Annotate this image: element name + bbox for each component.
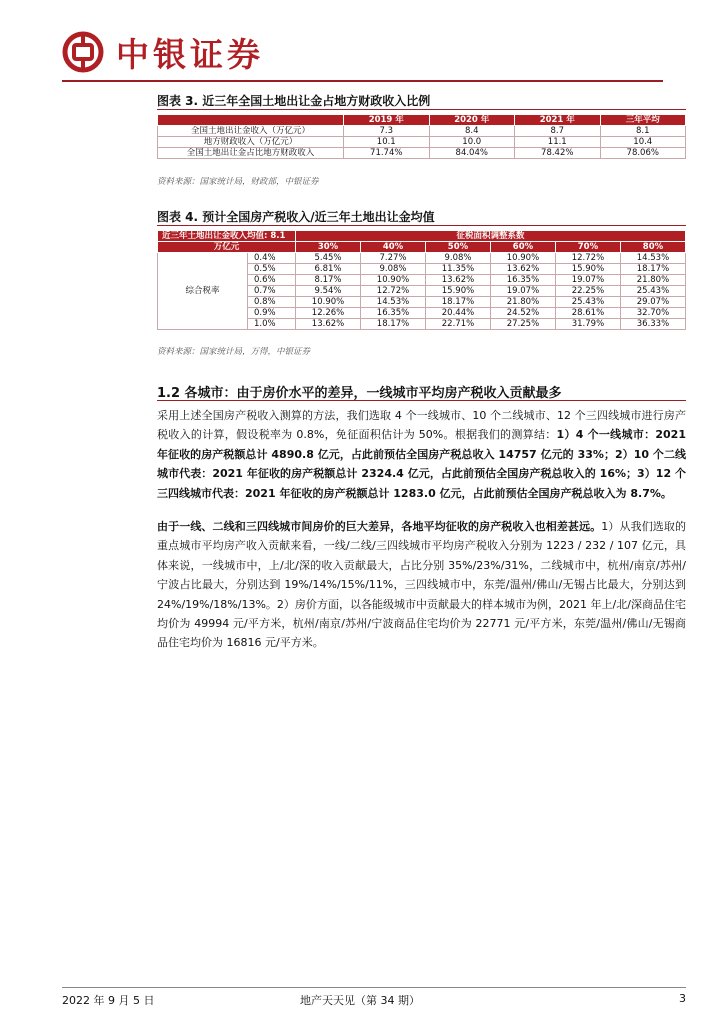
fig4-header-row-2 bbox=[158, 242, 686, 253]
footer-title: 地产天天见（第 34 期） bbox=[300, 994, 420, 1007]
table-cell: 8.1 bbox=[600, 126, 686, 137]
table-row bbox=[158, 137, 686, 148]
section-heading-rule bbox=[157, 400, 686, 401]
table-cell: 10.4 bbox=[600, 137, 686, 148]
fig3-source: 资料来源：国家统计局，财政部，中银证券 bbox=[157, 177, 319, 187]
paragraph-2-body: 1）从我们选取的重点城市平均房产收入贡献来看，一线/二线/三四线城市平均房产税收入分别为 1223 / 232 / 107 亿元，具体来说，一线城市中，上/北/深的收入贡献最大，占比分别 35%/23%/31%，二线城市中，杭州/南京/苏州/宁波占比最大，分别达到 19%/14%/15%/11%，三四线城市中，东莞/温州/佛山/无锡占比最大，分别达到 24%/19%/18%/13%。2）房价方面，以各能级城市中贡献最大的样本城市为例，2021 年上/北/深商品住宅均价为 49994 元/平方米，杭州/南京/苏州/宁波商品住宅均价为 22771 元/平方米，东莞/温州/佛山/无锡商品住宅均价为 16816 元/平方米。 bbox=[157, 520, 687, 650]
fig4-corner-unit: 万亿元 bbox=[158, 242, 296, 253]
table-cell: 10.90% bbox=[490, 253, 555, 264]
footer-divider bbox=[62, 987, 686, 988]
fig3-col-header: 2019 年 bbox=[344, 115, 430, 126]
table-cell: 19.07% bbox=[490, 286, 555, 297]
rate-label: 0.9% bbox=[248, 308, 296, 319]
table-cell: 19.07% bbox=[555, 275, 620, 286]
fig4-col-header: 50% bbox=[425, 242, 490, 253]
table-cell: 16.35% bbox=[490, 275, 555, 286]
fig4-col-header: 30% bbox=[296, 242, 361, 253]
paragraph-1 bbox=[157, 406, 686, 503]
table-cell: 24.52% bbox=[490, 308, 555, 319]
table-cell: 18.17% bbox=[361, 319, 426, 330]
rate-label: 0.8% bbox=[248, 297, 296, 308]
table-cell: 21.80% bbox=[620, 275, 685, 286]
table-cell: 78.06% bbox=[600, 148, 686, 159]
table-row bbox=[158, 148, 686, 159]
table-cell: 22.71% bbox=[425, 319, 490, 330]
fig4-corner-header: 近三年土地出让金收入均值: 8.1 bbox=[158, 231, 296, 242]
rate-label: 1.0% bbox=[248, 319, 296, 330]
table-cell: 29.07% bbox=[620, 297, 685, 308]
table-cell: 14.53% bbox=[620, 253, 685, 264]
fig3-title-rule bbox=[157, 109, 686, 110]
table-cell: 10.0 bbox=[429, 137, 515, 148]
fig4-title-rule bbox=[157, 225, 686, 226]
table-cell: 15.90% bbox=[425, 286, 490, 297]
table-cell: 9.08% bbox=[425, 253, 490, 264]
table-cell: 9.08% bbox=[361, 264, 426, 275]
table-cell: 11.1 bbox=[515, 137, 601, 148]
table-cell: 15.90% bbox=[555, 264, 620, 275]
table-cell: 10.90% bbox=[296, 297, 361, 308]
table-cell: 78.42% bbox=[515, 148, 601, 159]
bank-of-china-logo-icon bbox=[62, 31, 104, 73]
brand-logo bbox=[62, 30, 264, 74]
table-cell: 36.33% bbox=[620, 319, 685, 330]
table-cell: 12.72% bbox=[361, 286, 426, 297]
table-cell: 16.35% bbox=[361, 308, 426, 319]
fig4-group-header: 征税面积调整系数 bbox=[296, 231, 686, 242]
table-cell: 31.79% bbox=[555, 319, 620, 330]
table-cell: 22.25% bbox=[555, 286, 620, 297]
table-cell: 71.74% bbox=[344, 148, 430, 159]
table-cell: 84.04% bbox=[429, 148, 515, 159]
table-cell: 14.53% bbox=[361, 297, 426, 308]
fig4-row-group-label: 综合税率 bbox=[158, 253, 248, 330]
table-cell: 6.81% bbox=[296, 264, 361, 275]
fig3-table bbox=[157, 114, 686, 159]
fig4-header-row-1 bbox=[158, 231, 686, 242]
table-cell: 8.4 bbox=[429, 126, 515, 137]
table-cell: 18.17% bbox=[620, 264, 685, 275]
table-cell: 5.45% bbox=[296, 253, 361, 264]
fig4-col-header: 70% bbox=[555, 242, 620, 253]
table-cell: 8.17% bbox=[296, 275, 361, 286]
table-cell: 12.72% bbox=[555, 253, 620, 264]
footer-date: 2022 年 9 月 5 日 bbox=[62, 994, 155, 1007]
table-cell: 7.27% bbox=[361, 253, 426, 264]
table-cell: 28.61% bbox=[555, 308, 620, 319]
rate-label: 0.7% bbox=[248, 286, 296, 297]
table-cell: 7.3 bbox=[344, 126, 430, 137]
fig4-source: 资料来源：国家统计局，万得，中银证券 bbox=[157, 347, 311, 357]
table-cell: 20.44% bbox=[425, 308, 490, 319]
section-heading: 1.2 各城市：由于房价水平的差异，一线城市平均房产税收入贡献最多 bbox=[157, 386, 562, 401]
fig3-col-header: 2020 年 bbox=[429, 115, 515, 126]
table-cell: 12.26% bbox=[296, 308, 361, 319]
table-row bbox=[158, 126, 686, 137]
paragraph-2-lead: 由于一线、二线和三四线城市间房价的巨大差异，各地平均征收的房产税收入也相差甚远。 bbox=[157, 520, 602, 533]
row-label: 全国土地出让金收入（万亿元） bbox=[158, 126, 344, 137]
table-row bbox=[158, 253, 686, 264]
paragraph-1-findings: 1）4 个一线城市：2021 年征收的房产税额总计 4890.8 亿元，占此前预估全国房产税总收入 14757 亿元的 33%；2）10 个二线城市代表：2021 年征收的房产税额总计 2324.4 亿元，占此前预估全国房产税总收入的 16%；3）12 个三四线城市代表：2021 年征收的房产税额总计 1283.0 亿元，占此前预估全国房产税总收入为 8.7%。 bbox=[157, 428, 686, 500]
fig3-header-row bbox=[158, 115, 686, 126]
rate-label: 0.4% bbox=[248, 253, 296, 264]
table-cell: 32.70% bbox=[620, 308, 685, 319]
paragraph-2 bbox=[157, 517, 686, 653]
fig4-col-header: 40% bbox=[361, 242, 426, 253]
paragraph-1-intro: 采用上述全国房产税收入测算的方法，我们选取 4 个一线城市、10 个二线城市、12 个三四线城市进行房产税收入的计算，假设税率为 0.8%，免征面积估计为 50%。根据我们的测算结： bbox=[157, 409, 686, 442]
table-cell: 18.17% bbox=[425, 297, 490, 308]
table-cell: 8.7 bbox=[515, 126, 601, 137]
table-cell: 10.90% bbox=[361, 275, 426, 286]
fig3-col-header bbox=[158, 115, 344, 126]
rate-label: 0.6% bbox=[248, 275, 296, 286]
header-divider bbox=[62, 80, 663, 82]
table-cell: 13.62% bbox=[490, 264, 555, 275]
fig3-col-header: 三年平均 bbox=[600, 115, 686, 126]
fig4-col-header: 80% bbox=[620, 242, 685, 253]
table-cell: 25.43% bbox=[620, 286, 685, 297]
rate-label: 0.5% bbox=[248, 264, 296, 275]
table-cell: 11.35% bbox=[425, 264, 490, 275]
page-number: 3 bbox=[679, 992, 686, 1005]
table-cell: 25.43% bbox=[555, 297, 620, 308]
fig3-col-header: 2021 年 bbox=[515, 115, 601, 126]
table-cell: 13.62% bbox=[425, 275, 490, 286]
table-cell: 27.25% bbox=[490, 319, 555, 330]
fig3-title: 图表 3. 近三年全国土地出让金占地方财政收入比例 bbox=[157, 94, 431, 108]
fig4-table bbox=[157, 230, 686, 330]
row-label: 地方财政收入（万亿元） bbox=[158, 137, 344, 148]
fig4-title: 图表 4. 预计全国房产税收入/近三年土地出让金均值 bbox=[157, 210, 435, 224]
table-cell: 21.80% bbox=[490, 297, 555, 308]
table-cell: 10.1 bbox=[344, 137, 430, 148]
brand-name: 中银证券 bbox=[116, 34, 264, 74]
table-cell: 13.62% bbox=[296, 319, 361, 330]
table-cell: 9.54% bbox=[296, 286, 361, 297]
row-label: 全国土地出让金占比地方财政收入 bbox=[158, 148, 344, 159]
fig4-col-header: 60% bbox=[490, 242, 555, 253]
